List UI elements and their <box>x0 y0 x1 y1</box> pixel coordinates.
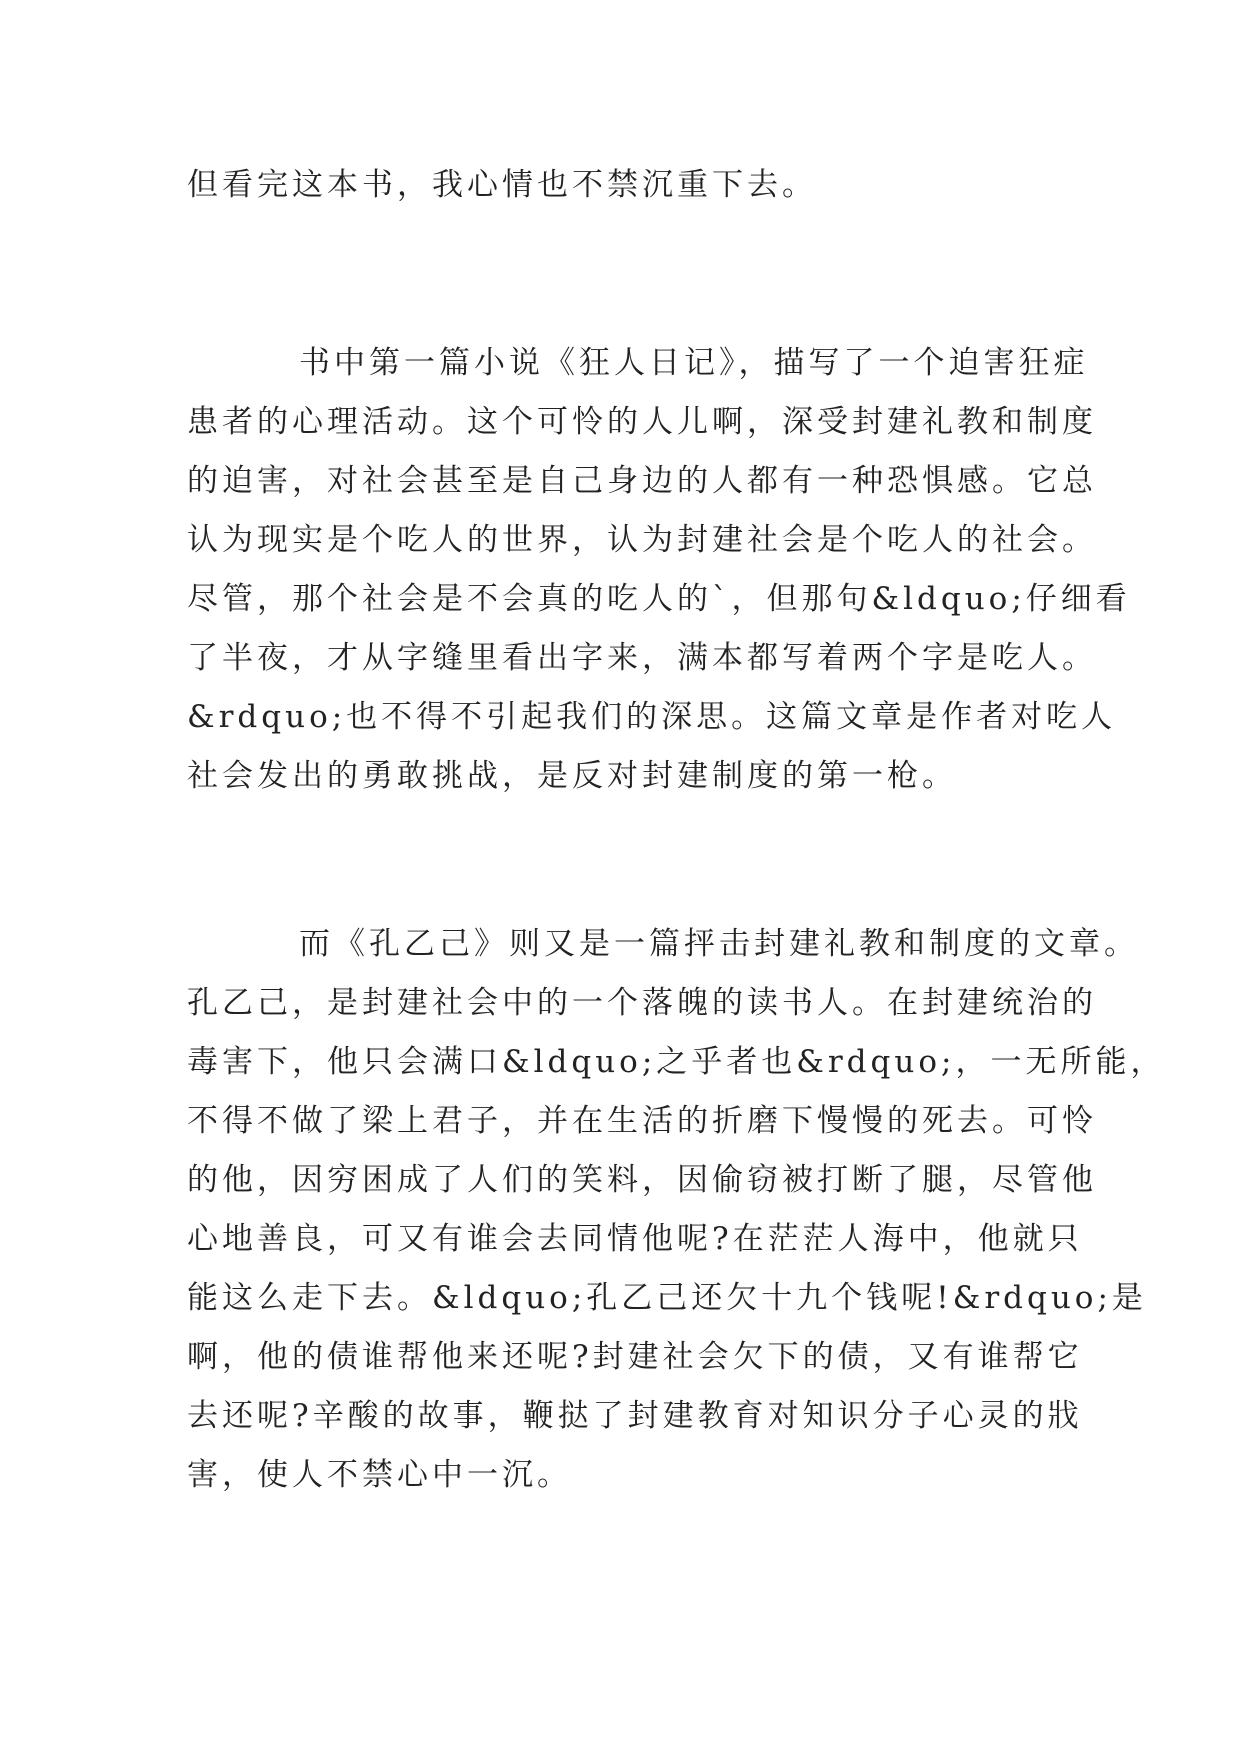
text-line: 但看完这本书，我心情也不禁沉重下去。 <box>187 167 817 203</box>
text-line: 而《孔乙己》则又是一篇抨击封建礼教和制度的文章。 <box>299 926 1139 962</box>
text-line: 了半夜，才从字缝里看出字来，满本都写着两个字是吃人。 <box>187 640 1097 676</box>
paragraph-1 <box>187 156 1067 215</box>
text-line: 社会发出的勇敢挑战，是反对封建制度的第一枪。 <box>187 758 957 794</box>
text-line: 的迫害，对社会甚至是自己身边的人都有一种恐惧感。它总 <box>187 463 1097 499</box>
text-line: 毒害下，他只会满口&ldquo;之乎者也&rdquo;，一无所能， <box>187 1044 1166 1080</box>
text-line: 能这么走下去。&ldquo;孔乙己还欠十九个钱呢!&rdquo;是 <box>187 1280 1147 1316</box>
text-line: 孔乙己，是封建社会中的一个落魄的读书人。在封建统治的 <box>187 985 1097 1021</box>
text-line: 尽管，那个社会是不会真的吃人的`，但那句&ldquo;仔细看 <box>187 581 1131 617</box>
text-line: 心地善良，可又有谁会去同情他呢?在茫茫人海中，他就只 <box>187 1221 1083 1257</box>
text-line: 认为现实是个吃人的世界，认为封建社会是个吃人的社会。 <box>187 522 1097 558</box>
paragraph-3 <box>187 915 1166 1505</box>
text-line: 书中第一篇小说《狂人日记》，描写了一个迫害狂症 <box>299 345 1089 381</box>
paragraph-2 <box>187 334 1131 806</box>
text-line: 害，使人不禁心中一沉。 <box>187 1457 572 1493</box>
text-line: 患者的心理活动。这个可怜的人儿啊，深受封建礼教和制度 <box>187 404 1097 440</box>
text-line: 的他，因穷困成了人们的笑料，因偷窃被打断了腿，尽管他 <box>187 1162 1097 1198</box>
text-line: 啊，他的债谁帮他来还呢?封建社会欠下的债，又有谁帮它 <box>187 1339 1083 1375</box>
text-line: 去还呢?辛酸的故事，鞭挞了封建教育对知识分子心灵的戕 <box>187 1398 1083 1434</box>
text-line: &rdquo;也不得不引起我们的深思。这篇文章是作者对吃人 <box>187 699 1117 735</box>
text-line: 不得不做了梁上君子，并在生活的折磨下慢慢的死去。可怜 <box>187 1103 1097 1139</box>
